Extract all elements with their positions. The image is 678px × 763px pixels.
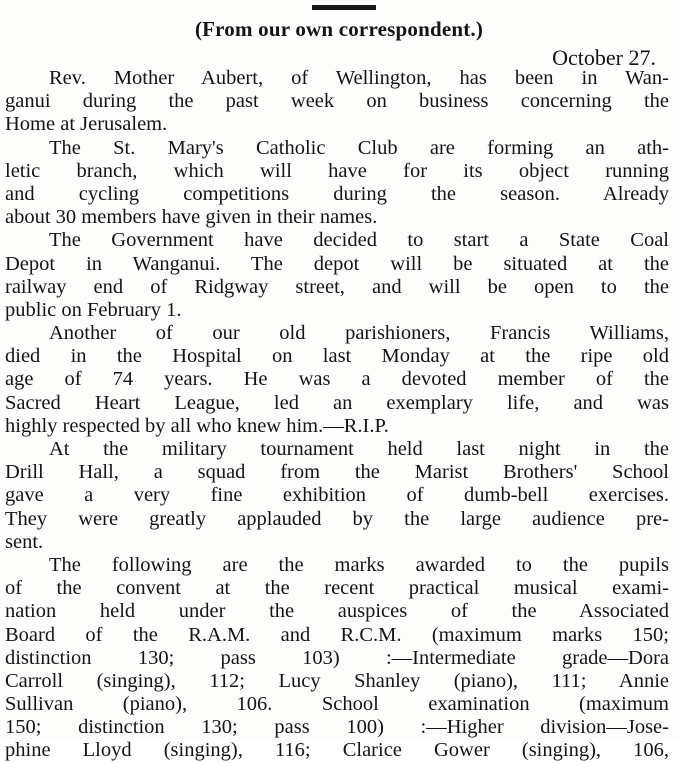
article-line: 150; distinction 130; pass 100) :—Higher division—Jose- — [5, 716, 669, 739]
article-line: Rev. Mother Aubert, of Wellington, has been in Wan- — [49, 67, 669, 89]
article-line: Board of the R.A.M. and R.C.M. (maximum marks 150; — [5, 623, 669, 646]
article-line: ganui during the past week on business concerning the — [5, 90, 669, 113]
article-line: railway end of Ridgway street, and will be open to the — [5, 275, 669, 298]
article-line: They were greatly applauded by the large audience pre- — [5, 507, 669, 530]
article-line: letic branch, which will have for its object running — [5, 159, 669, 182]
article-line: nation held under the auspices of the Associated — [5, 600, 669, 623]
top-rule — [312, 5, 376, 10]
article-line: At the military tournament held last night in the — [49, 438, 669, 460]
article-line: Home at Jerusalem. — [5, 113, 168, 136]
article-line: age of 74 years. He was a devoted member of the — [5, 368, 669, 391]
article-line: gave a very fine exhibition of dumb-bell exercises. — [5, 484, 669, 507]
article-line: Depot in Wanganui. The depot will be situated at the — [5, 252, 669, 275]
article-line: sent. — [5, 530, 44, 553]
dateline: October 27. — [552, 45, 656, 70]
article-line: Sullivan (piano), 106. School examination (maximum — [5, 693, 669, 716]
article-line: public on February 1. — [5, 298, 182, 321]
article-line: Drill Hall, a squad from the Marist Brothers' School — [5, 461, 669, 484]
correspondent-heading: (From our own correspondent.) — [194, 17, 484, 41]
article-line: The St. Mary's Catholic Club are forming an ath- — [49, 136, 669, 159]
article-line: died in the Hospital on last Monday at the ripe old — [5, 345, 669, 368]
article-line: and cycling competitions during the season. Already — [5, 182, 669, 205]
article-line: Carroll (singing), 112; Lucy Shanley (piano), 111; Annie — [5, 669, 669, 692]
article-line: of the convent at the recent practical musical exami- — [5, 577, 669, 600]
article-line: highly respected by all who knew him.—R.I.P. — [5, 414, 389, 437]
article-line: about 30 members have given in their names. — [5, 206, 378, 229]
article-line: Another of our old parishioners, Francis Williams, — [49, 322, 669, 345]
article-line: The following are the marks awarded to the pupils — [49, 553, 669, 576]
article-line: phine Lloyd (singing), 116; Clarice Gower (singing), 106, — [5, 739, 669, 762]
article-line: distinction 130; pass 103) :—Intermediate grade—Dora — [5, 646, 669, 669]
article-line: The Government have decided to start a State Coal — [49, 229, 669, 252]
article-body — [5, 67, 669, 763]
article-line: Sacred Heart League, led an exemplary life, and was — [5, 391, 669, 414]
